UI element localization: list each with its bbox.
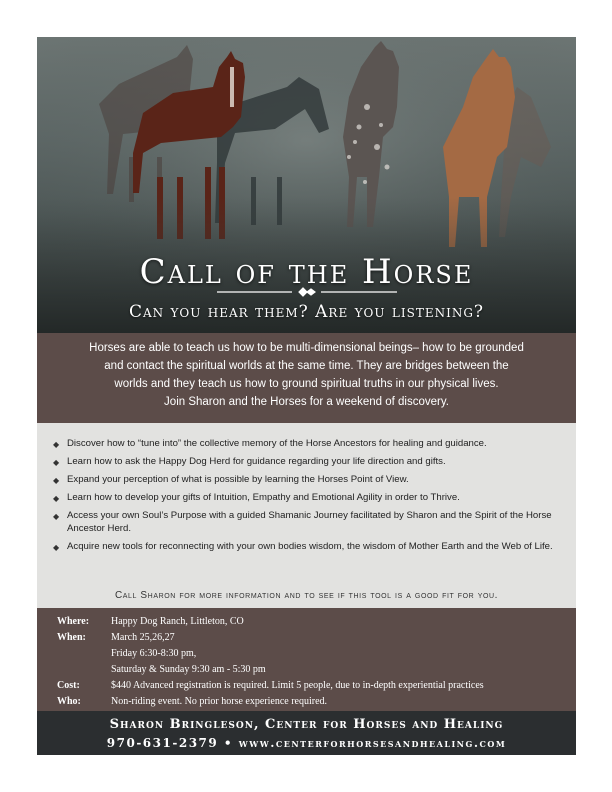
contact-footer (37, 711, 576, 755)
diamond-bullet-icon: ◆ (53, 458, 60, 467)
cost-value: $440 Advanced registration is required. Limit 5 people, due to in-depth experiential practices (111, 680, 484, 691)
organizer-name: Sharon Bringleson, Center for Horses and Healing (109, 717, 504, 732)
list-item: ◆ Expand your perception of what is possible by learning the Horses Point of View. (53, 474, 409, 485)
contact-info: 970-631-2379 • www.centerforhorsesandhealing.com (106, 736, 507, 750)
page-subtitle: Can you hear them? Are you listening? (128, 302, 485, 322)
diamond-bullet-icon: ◆ (53, 440, 60, 449)
where-value: Happy Dog Ranch, Littleton, CO (111, 616, 244, 627)
when-value: Saturday & Sunday 9:30 am - 5:30 pm (111, 664, 266, 675)
diamond-bullet-icon: ◆ (53, 543, 60, 552)
call-to-action: Call Sharon for more information and to see if this tool is a good fit for you. (114, 590, 499, 601)
when-label: When: (57, 632, 86, 643)
where-label: Where: (57, 616, 90, 627)
event-details (37, 608, 576, 711)
intro-line: and contact the spiritual worlds at the same time. They are bridges between the (104, 360, 509, 372)
when-value: March 25,26,27 (111, 632, 175, 643)
list-item: ◆ Learn how to develop your gifts of Intuition, Empathy and Emotional Agility in order to Thrive. (53, 492, 460, 503)
flyer (37, 37, 576, 755)
diamond-bullet-icon: ◆ (53, 512, 60, 521)
who-value: Non-riding event. No prior horse experience required. (111, 696, 328, 707)
intro-band (37, 333, 576, 423)
diamond-bullet-icon: ◆ (53, 476, 60, 485)
list-item: ◆ Learn how to ask the Happy Dog Herd for guidance regarding your life direction and gifts. (53, 456, 446, 467)
page-title: Call of the Horse (139, 252, 474, 292)
list-item: ◆ Discover how to “tune into” the collective memory of the Horse Ancestors for healing and guidance. (53, 438, 487, 449)
who-label: Who: (57, 696, 81, 707)
diamond-bullet-icon: ◆ (53, 494, 60, 503)
hero-photo (37, 37, 576, 333)
when-value: Friday 6:30-8:30 pm, (111, 648, 197, 659)
list-item: ◆ Access your own Soul’s Purpose with a guided Shamanic Journey facilitated by Sharon and the Spirit of the Horse Ancestor Herd. (53, 510, 552, 534)
intro-line: Join Sharon and the Horses for a weekend of discovery. (164, 396, 449, 408)
list-item: ◆ Acquire new tools for reconnecting with your own bodies wisdom, the wisdom of Mother Earth and the Web of Life. (53, 541, 553, 552)
cost-label: Cost: (57, 680, 80, 691)
intro-line: Horses are able to teach us how to be multi-dimensional beings– how to be grounded (89, 342, 524, 354)
benefits-list (37, 423, 576, 608)
intro-line: worlds and they teach us how to ground spiritual truths in our physical lives. (114, 378, 499, 390)
